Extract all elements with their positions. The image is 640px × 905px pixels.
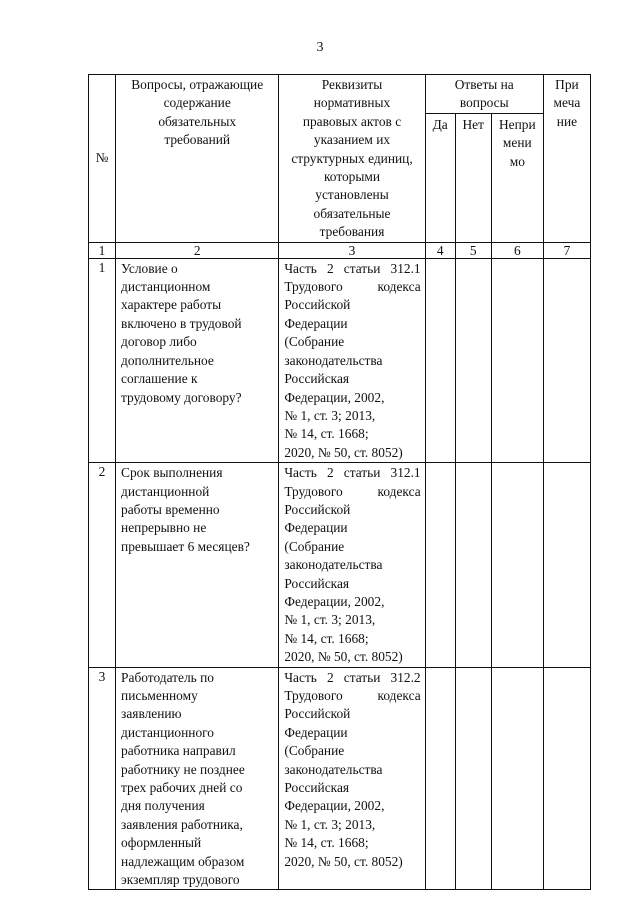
text-line: дополнительное xyxy=(121,352,214,368)
text-line: которыми xyxy=(323,169,381,185)
text-line: При xyxy=(555,77,579,92)
header-questions xyxy=(116,75,279,243)
text-line: Часть 2 статьи 312.1 xyxy=(284,260,421,276)
requisites-justified xyxy=(284,464,420,501)
text-line: вопросы xyxy=(459,95,509,111)
text-line: требований xyxy=(164,132,231,148)
row-number: 3 xyxy=(89,667,116,890)
text-line: Федерации, 2002, xyxy=(284,593,385,609)
column-number: 7 xyxy=(543,242,590,258)
text-line: оформленный xyxy=(121,835,202,851)
text-line: соглашение к xyxy=(121,371,198,387)
text-line: Непри xyxy=(498,117,536,132)
text-line: Федерации xyxy=(284,520,348,536)
text-line: 2020, № 50, ст. 8052) xyxy=(284,444,403,460)
requisites-rest xyxy=(284,296,420,462)
text-line: Срок выполнения xyxy=(121,465,223,481)
text-line: законодательства xyxy=(284,352,383,368)
text-line: № 14, ст. 1668; xyxy=(284,426,369,442)
text-line: Часть 2 статьи 312.2 xyxy=(284,669,421,685)
text-line: содержание xyxy=(163,95,231,111)
text-line: экземпляр трудового xyxy=(121,872,240,888)
text-line: надлежащим образом xyxy=(121,853,245,869)
text-line: (Собрание xyxy=(284,334,345,350)
text-line: включено в трудовой xyxy=(121,315,242,331)
answer-na-cell[interactable] xyxy=(491,667,543,890)
text-line: 2020, № 50, ст. 8052) xyxy=(284,853,403,869)
column-number: 6 xyxy=(491,242,543,258)
text-line: Трудового кодекса xyxy=(284,483,421,499)
text-line: № 14, ст. 1668; xyxy=(284,835,369,851)
notes-cell[interactable] xyxy=(543,463,590,667)
notes-cell[interactable] xyxy=(543,667,590,890)
text-line: характере работы xyxy=(121,297,222,313)
answer-na-cell[interactable] xyxy=(491,463,543,667)
text-line: (Собрание xyxy=(284,538,345,554)
answer-no-cell[interactable] xyxy=(455,258,491,462)
text-line: № 1, ст. 3; 2013, xyxy=(284,816,376,832)
text-line: Часть 2 статьи 312.1 xyxy=(284,465,421,481)
text-line: Условие о xyxy=(121,260,178,276)
text-line: мо xyxy=(509,153,525,169)
question-text xyxy=(116,463,279,667)
text-line: Российская xyxy=(284,780,350,796)
text-line: (Собрание xyxy=(284,743,345,759)
requisites-text xyxy=(279,463,425,667)
row-number: 1 xyxy=(89,258,116,462)
text-line: мени xyxy=(502,135,532,151)
text-line: Трудового кодекса xyxy=(284,688,421,703)
table-row xyxy=(89,667,591,890)
requisites-rest xyxy=(284,501,420,667)
answer-yes-cell[interactable] xyxy=(425,667,455,890)
text-line: законодательства xyxy=(284,761,383,777)
text-line: Российской xyxy=(284,501,351,517)
text-line: договор либо xyxy=(121,334,197,350)
text-line: Работодатель по xyxy=(121,669,214,685)
header-answers xyxy=(425,75,543,114)
column-number: 5 xyxy=(455,242,491,258)
text-line: Федерации xyxy=(284,724,348,740)
column-number: 2 xyxy=(116,242,279,258)
text-line: Вопросы, отражающие xyxy=(131,77,264,92)
text-line: требования xyxy=(319,224,385,240)
text-line: 2020, № 50, ст. 8052) xyxy=(284,649,403,665)
table-row xyxy=(89,463,591,667)
requisites-justified xyxy=(284,260,420,297)
header-requisites xyxy=(279,75,425,243)
question-text xyxy=(116,258,279,462)
text-line: Российская xyxy=(284,575,350,591)
text-line: меча xyxy=(553,95,581,111)
text-line: заявления работника, xyxy=(121,816,243,832)
text-line: заявлению xyxy=(121,706,182,722)
requisites-text xyxy=(279,667,425,890)
answer-na-cell[interactable] xyxy=(491,258,543,462)
text-line: обязательные xyxy=(313,205,391,221)
text-line: работнику не позднее xyxy=(121,761,245,777)
column-number-row xyxy=(89,242,591,258)
text-line: превышает 6 месяцев? xyxy=(121,538,250,554)
text-line: установлены xyxy=(315,187,389,203)
text-line: № 1, ст. 3; 2013, xyxy=(284,407,376,423)
column-number: 3 xyxy=(279,242,425,258)
text-line: трех рабочих дней со xyxy=(121,780,243,796)
text-line: непрерывно не xyxy=(121,520,207,536)
requisites-justified xyxy=(284,669,420,706)
header-number: № xyxy=(89,75,116,243)
answer-yes-cell[interactable] xyxy=(425,463,455,667)
requisites-rest xyxy=(284,705,420,871)
text-line: письменному xyxy=(121,688,198,703)
text-line: указанием их xyxy=(313,132,391,148)
text-line: Федерации xyxy=(284,315,348,331)
text-line: дистанционной xyxy=(121,483,210,499)
text-line: Российская xyxy=(284,371,350,387)
text-line: трудовому договору? xyxy=(121,389,242,405)
text-line: Трудового кодекса xyxy=(284,279,421,295)
row-number: 2 xyxy=(89,463,116,667)
requisites-text xyxy=(279,258,425,462)
header-no: Нет xyxy=(455,114,491,243)
requirements-table xyxy=(88,74,591,890)
column-number: 1 xyxy=(89,242,116,258)
text-line: дистанционного xyxy=(121,724,215,740)
text-line: Российской xyxy=(284,297,351,313)
notes-cell[interactable] xyxy=(543,258,590,462)
text-line: работника направил xyxy=(121,743,236,759)
text-line: нормативных xyxy=(313,95,391,111)
text-line: Ответы на xyxy=(454,77,514,92)
text-line: структурных единиц, xyxy=(291,150,413,166)
text-line: работы временно xyxy=(121,501,220,517)
text-line: правовых актов с xyxy=(302,113,402,129)
header-not-applicable xyxy=(491,114,543,243)
answer-no-cell[interactable] xyxy=(455,463,491,667)
page-number: 3 xyxy=(316,40,324,55)
text-line: Федерации, 2002, xyxy=(284,389,385,405)
answer-yes-cell[interactable] xyxy=(425,258,455,462)
header-yes: Да xyxy=(425,114,455,243)
text-line: Реквизиты xyxy=(321,77,383,92)
text-line: обязательных xyxy=(158,113,237,129)
column-number: 4 xyxy=(425,242,455,258)
text-line: Федерации, 2002, xyxy=(284,798,385,814)
text-line: дистанционном xyxy=(121,279,211,295)
question-text xyxy=(116,667,279,890)
text-line: № 1, ст. 3; 2013, xyxy=(284,612,376,628)
text-line: дня получения xyxy=(121,798,205,814)
text-line: № 14, ст. 1668; xyxy=(284,630,369,646)
text-line: Российской xyxy=(284,706,351,722)
header-notes xyxy=(543,75,590,243)
text-line: ние xyxy=(556,113,578,129)
answer-no-cell[interactable] xyxy=(455,667,491,890)
table-row xyxy=(89,258,591,462)
text-line: законодательства xyxy=(284,557,383,573)
header-row xyxy=(89,75,591,114)
